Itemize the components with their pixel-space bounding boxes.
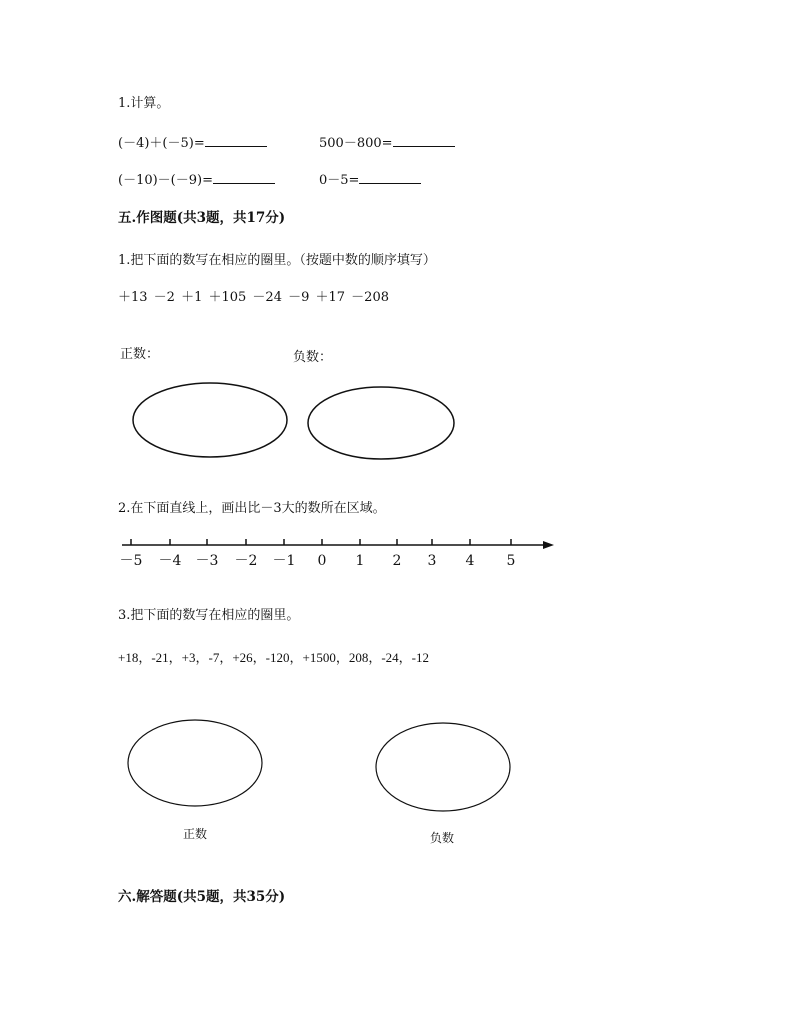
p1-numbers: ＋13 －2 ＋1 ＋105 －24 －9 ＋17 －208 [118,290,389,305]
number-line-tick-label: 4 [465,553,475,569]
p1-prompt: 1.把下面的数写在相应的圈里。（按题中数的顺序填写） [118,253,436,268]
positive-circle-2[interactable] [128,720,262,806]
p3-negative-label: 负数 [430,831,455,845]
p3-numbers: +18，-21，+3，-7，+26，-120，+1500，208，-24，-12 [118,650,429,665]
number-line[interactable] [122,539,554,549]
calc-q4-expression: 0－5= [319,173,360,188]
p3-positive-label: 正数 [183,827,208,841]
calc-title: 1.计算。 [118,96,170,111]
number-line-tick-label: －2 [234,553,258,569]
p1-negative-label: 负数： [293,350,333,365]
number-line-tick-label: －5 [119,553,143,569]
calc-q3-expression: (－10)－(－9)= [118,173,213,188]
number-line-tick-label: 0 [317,553,327,569]
section6-heading: 六.解答题(共5题，共35分) [118,889,286,905]
number-line-tick-label: －4 [158,553,182,569]
calc-q1-expression: (－4)＋(－5)= [118,136,205,151]
calc-q2-expression: 500－800= [319,136,393,151]
number-line-tick-label: 1 [355,553,365,569]
number-line-tick-label: 2 [392,553,402,569]
p1-positive-label: 正数： [120,347,160,362]
number-line-tick-label: －3 [195,553,219,569]
positive-circle-1[interactable] [133,383,287,457]
negative-circle-1[interactable] [308,387,454,459]
p2-prompt: 2.在下面直线上，画出比－3大的数所在区域。 [118,501,386,516]
number-line-ticks [131,539,511,545]
number-line-arrow [543,541,554,549]
number-line-tick-label: 3 [427,553,437,569]
negative-circle-2[interactable] [376,723,510,811]
p3-prompt: 3.把下面的数写在相应的圈里。 [118,608,300,623]
number-line-tick-label: 5 [506,553,516,569]
number-line-tick-label: －1 [272,553,296,569]
section5-heading: 五.作图题(共3题，共17分) [118,210,286,226]
